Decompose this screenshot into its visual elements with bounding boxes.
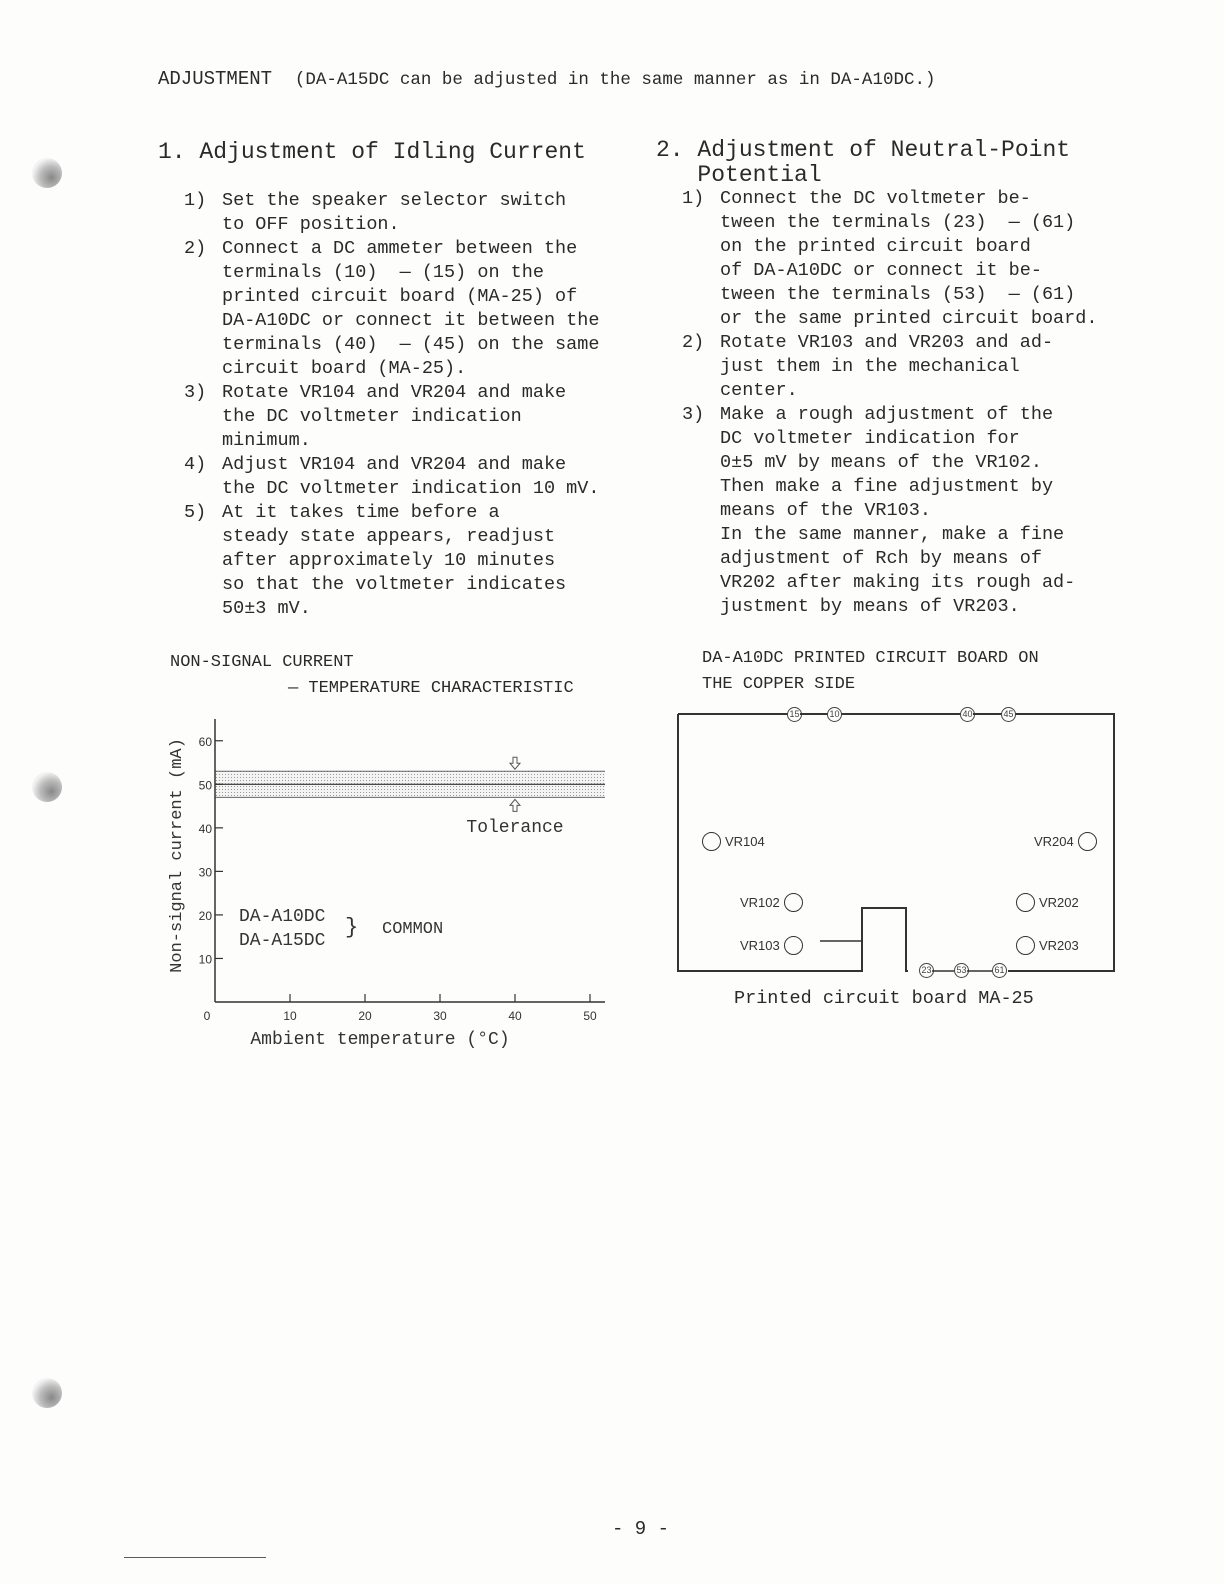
x-tick-label: 10 (283, 1009, 297, 1023)
vr204-control: VR204 (1034, 832, 1097, 851)
page-number: - 9 - (612, 1518, 670, 1540)
vr102-control: VR102 (740, 893, 803, 912)
x-tick-label: 20 (358, 1009, 372, 1023)
vr103-control: VR103 (740, 936, 803, 955)
list-item: 1) Set the speaker selector switch to OFF position. (184, 190, 567, 235)
terminal-10: 10 (827, 707, 842, 722)
trimmer-icon (702, 832, 721, 851)
up-arrow-icon (510, 799, 520, 811)
binder-hole (32, 772, 62, 802)
list-item: 5) At it takes time before a steady state appears, readjust after approximately 10 minutes so that the voltmeter indicates 50±3 mV. (184, 502, 567, 619)
trimmer-icon (1016, 893, 1035, 912)
pcb-caption-line1: DA-A10DC PRINTED CIRCUIT BOARD ON (702, 649, 1039, 668)
list-item: 3) Make a rough adjustment of the DC voltmeter indication for 0±5 mV by means of the VR102. Then make a fine adjustment by means of the VR103. In the same manner, make a fine adjustment of Rch by means of VR202 after making its rough ad- justment by means of VR203. (682, 404, 1076, 617)
section1-steps (184, 189, 634, 621)
model-label-a15dc: DA-A15DC (239, 930, 326, 951)
y-tick-label: 50 (198, 778, 212, 793)
list-item: 4) Adjust VR104 and VR204 and make the DC voltmeter indication 10 mV. (184, 454, 600, 499)
y-tick-label: 20 (198, 908, 212, 923)
list-item: 1) Connect the DC voltmeter be- tween the terminals (23) — (61) on the printed circuit board of DA-A10DC or connect it be- tween the terminals (53) — (61) or the same printed circuit board. (682, 188, 1098, 329)
y-tick-label: 10 (198, 952, 212, 967)
terminal-53: 53 (954, 963, 969, 978)
model-label-a10dc: DA-A10DC (239, 906, 326, 927)
section2-title: 2. Adjustment of Neutral-Point Potential (656, 137, 1071, 188)
chart-xlabel: Ambient temperature (°C) (250, 1030, 510, 1050)
trimmer-icon (784, 893, 803, 912)
header-note: (DA-A15DC can be adjusted in the same manner as in DA-A10DC.) (294, 70, 936, 90)
page-header (158, 68, 935, 90)
binder-hole (32, 158, 62, 188)
down-arrow-icon (510, 757, 520, 769)
header-title: ADJUSTMENT (158, 68, 273, 90)
list-item: 3) Rotate VR104 and VR204 and make the DC voltmeter indication minimum. (184, 382, 567, 451)
vr203-control: VR203 (1016, 936, 1079, 955)
vr202-control: VR202 (1016, 893, 1079, 912)
terminal-61: 61 (992, 963, 1007, 978)
trimmer-icon (1016, 936, 1035, 955)
terminal-45: 45 (1001, 707, 1016, 722)
x-tick-label: 50 (583, 1009, 597, 1023)
section1-title: 1. Adjustment of Idling Current (158, 139, 586, 165)
trimmer-icon (784, 936, 803, 955)
binder-hole (32, 1378, 62, 1408)
vr104-control: VR104 (702, 832, 765, 851)
section2-steps (682, 187, 1162, 619)
list-item: 2) Rotate VR103 and VR203 and ad- just them in the mechanical center. (682, 332, 1054, 401)
y-tick-label: 30 (198, 865, 212, 880)
list-item: 2) Connect a DC ammeter between the terminals (10) — (15) on the printed circuit board (MA-25) of DA-A10DC or connect it between the terminals (40) — (45) on the same circuit board (MA-25). (184, 238, 600, 379)
chart-ylabel: Non-signal current (mA) (168, 738, 187, 973)
chart-caption-line2: — TEMPERATURE CHARACTERISTIC (288, 679, 574, 698)
terminal-23: 23 (919, 963, 934, 978)
x-tick-label: 40 (508, 1009, 522, 1023)
y-tick-label: 40 (198, 821, 212, 836)
x-tick-label: 30 (433, 1009, 447, 1023)
terminal-40: 40 (960, 707, 975, 722)
chart-caption-line1: NON-SIGNAL CURRENT (170, 653, 354, 672)
common-label: COMMON (382, 919, 444, 939)
y-tick-label: 60 (198, 734, 212, 749)
tolerance-label: Tolerance (466, 817, 564, 838)
pcb-board-label: Printed circuit board MA-25 (734, 988, 1034, 1009)
temperature-chart (150, 705, 630, 1060)
trimmer-icon (1078, 832, 1097, 851)
x-tick-label: 0 (203, 1009, 211, 1023)
terminal-15: 15 (787, 707, 802, 722)
brace: } (345, 914, 359, 940)
footer-rule (124, 1557, 266, 1558)
pcb-caption-line2: THE COPPER SIDE (702, 675, 856, 694)
pcb-diagram (676, 706, 1116, 981)
